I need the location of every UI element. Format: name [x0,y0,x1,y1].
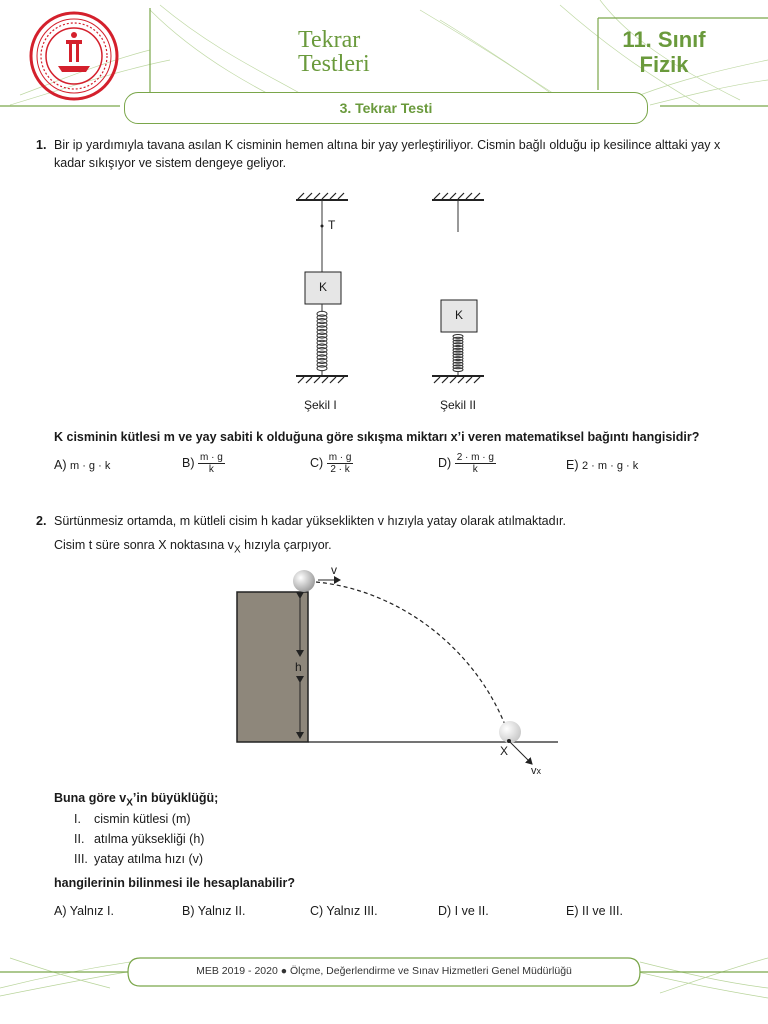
q2-item-1 [74,810,191,828]
q2-question-sub: X [126,797,133,809]
spring-2-coils [453,334,463,376]
label-x: X [500,744,509,758]
meb-logo [28,10,120,102]
option-c-fraction [327,452,354,475]
subject-text: Fizik [639,51,689,77]
series-title-line2: Testleri [298,51,370,77]
caption-sekil-2: Şekil II [440,398,477,412]
q1-option-d[interactable] [438,452,496,475]
series-title-line1: Tekrar [298,27,361,53]
q2-question-a: Buna göre v [54,791,127,805]
option-d-fraction [455,452,496,475]
option-e-text: 2 · m · g · k [581,460,639,472]
q1-text: Bir ip yardımıyla tavana asılan K cisminin hemen altına bir yay yerleştiriliyor. Cismin bağlı olduğu ip kesilince alttaki yay x kadar sıkışıyor ve sistem dengeye geliyor. [54,138,721,170]
label-v [331,563,337,577]
q2-question2: hangilerinin bilinmesi ile hesaplanabilir? [54,876,296,890]
option-d-letter: D) [438,455,452,470]
q2-line2 [54,536,332,560]
q1-number-text: 1. [36,138,47,152]
q2-line2-sub: X [233,544,241,556]
q1-option-b[interactable] [182,452,225,475]
q2-line2-a: Cisim t süre sonra X noktasına v [54,538,234,552]
label-vx-text: v [531,765,537,777]
floor-1 [296,376,348,383]
trajectory-path [316,582,510,738]
q2-item-3 [74,850,203,868]
option-e-letter: E) [566,458,579,472]
q1-question: K cisminin kütlesi m ve yay sabiti k olduğuna göre sıkışma miktarı x’i veren matematiksel bağıntı hangisidir? [54,430,700,444]
spring-coil [317,366,327,371]
test-title-pill [124,92,648,124]
q2-line2-b: hızıyla çarpıyor. [240,538,332,552]
q2-number-text: 2. [36,514,47,528]
q1-figure [280,190,510,420]
item-2-text: atılma yüksekliği (h) [94,832,205,846]
footer-text: MEB 2019 - 2020 ● Ölçme, Değerlendirme ve Sınav Hizmetleri Genel Müdürlüğü [196,965,572,977]
q2-option-e[interactable]: E) II ve III. [566,904,623,918]
option-b-den: k [208,464,214,475]
ceiling-2 [432,193,484,200]
option-c-den: 2 · k [330,464,350,475]
vx-arrow [509,741,532,764]
q2-figure [220,560,580,780]
q2-option-b[interactable]: B) Yalnız II. [182,904,246,918]
q2-question-b: ’in büyüklüğü; [132,791,219,805]
option-a-letter: A) [54,458,67,472]
item-3-text: yatay atılma hızı (v) [94,852,204,866]
label-t: T [328,218,336,232]
label-v-text: v [331,563,337,577]
item-1-roman: I. [74,812,81,826]
option-b-letter: B) [182,455,195,470]
q2-option-d[interactable]: D) I ve II. [438,904,489,918]
option-d-den: k [472,464,478,475]
option-c-num: m · g [328,452,352,463]
option-c-letter: C) [310,455,324,470]
q2-item-2 [74,830,204,848]
item-1-text: cismin kütlesi (m) [94,812,191,826]
label-h: h [295,660,302,674]
footer-decoration [0,948,768,1008]
q1-option-e[interactable] [566,458,638,472]
spring-coil [453,368,463,372]
q2-option-a[interactable]: A) Yalnız I. [54,904,114,918]
grade-text: 11. Sınıf [622,27,706,52]
label-vx [531,765,541,777]
q1-option-a[interactable] [54,458,110,472]
q2-option-c[interactable]: C) Yalnız III. [310,904,378,918]
q1-option-c[interactable] [310,452,353,475]
test-title: 3. Tekrar Testi [339,100,433,116]
label-vx-sub: x [536,766,541,776]
ball-start [293,570,315,592]
option-a-text: m · g · k [69,460,111,472]
grade-label [604,28,724,77]
point-t [321,225,324,228]
spring-1-coils [317,311,327,376]
option-d-num: 2 · m · g [456,452,494,463]
option-b-num: m · g [199,452,223,463]
q1-number [36,136,46,154]
q2-number [36,512,46,530]
q2-line1: Sürtünmesiz ortamda, m kütleli cisim h kadar yükseklikten v hızıyla yatay olarak atılmaktadır. [54,514,566,528]
item-2-roman: II. [74,832,85,846]
item-3-roman: III. [74,852,88,866]
label-k-2: K [454,308,463,322]
floor-2 [432,376,484,383]
label-k-1: K [318,280,327,294]
ceiling-1 [296,193,348,200]
option-b-fraction [198,452,225,475]
caption-sekil-1: Şekil I [304,398,337,412]
q2-question [54,789,218,813]
